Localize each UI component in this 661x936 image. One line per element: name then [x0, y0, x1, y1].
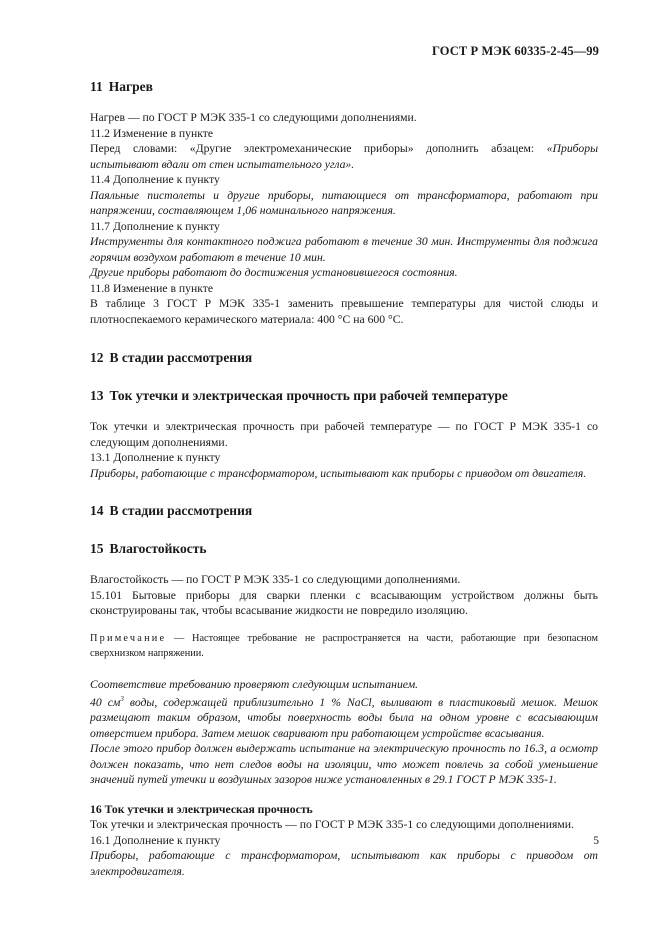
section-number: 14 [90, 503, 104, 518]
section-11-title [90, 78, 598, 96]
document-body [90, 78, 598, 879]
section-number: 11 [90, 79, 103, 94]
section-title-text: В стадии рассмотрения [109, 503, 253, 518]
section-title-text: Влагостойкость [109, 541, 207, 556]
compliance-test-procedure [90, 692, 598, 741]
clause-11-2-text-italic: «Приборы испытывают вдали от стен испытательного угла». [90, 142, 598, 171]
clause-11-7-text-1: Инструменты для контактного поджига работают в течение 30 мин. Инструменты для поджига горячим воздухом работают в течение 10 мин. [90, 235, 598, 264]
section-15-title [90, 540, 598, 558]
note-label: Примечание [90, 632, 167, 644]
clause-13-1-text: Приборы, работающие с трансформатором, испытывают как приборы с приводом от двигателя. [90, 466, 587, 480]
compliance-test-result: После этого прибор должен выдержать испытание на электрическую прочность по 16.3, а осмотр должен показать, что нет следов воды на изоляции, что может повлечь за собой уменьшение значений путей утечки и воздушных зазоров ниже установленных в 29.1 ГОСТ Р МЭК 335-1. [90, 742, 598, 787]
page-number: 5 [593, 835, 599, 847]
clause-11-2-text-plain: Перед словами: «Другие электромеханические приборы» дополнить абзацем: [90, 142, 547, 155]
note [90, 631, 598, 661]
section-16-intro: Ток утечки и электрическая прочность — по ГОСТ Р МЭК 335-1 со следующими дополнениями. [90, 818, 574, 832]
clause-11-4-head: 11.4 Дополнение к пункту [90, 173, 220, 186]
clause-16-1-head: 16.1 Дополнение к пункту [90, 833, 221, 847]
clause-11-2-text [90, 141, 598, 172]
document-header: ГОСТ Р МЭК 60335-2-45—99 [432, 44, 599, 58]
section-12-title [90, 349, 598, 367]
section-16-title: 16 Ток утечки и электрическая прочность [90, 802, 313, 816]
section-number: 13 [90, 388, 104, 403]
section-13-title [90, 387, 598, 405]
section-number: 12 [90, 350, 104, 365]
note-text: — Настоящее требование не распространяется на части, работающие при безопасном сверхнизком напряжении. [90, 632, 598, 659]
clause-11-2-head: 11.2 Изменение в пункте [90, 126, 214, 140]
clause-11-4-text: Паяльные пистолеты и другие приборы, питающиеся от трансформатора, работают при напряжении, составляющем 1,06 номинального напряжения. [90, 188, 598, 217]
clause-15-101: 15.101 Бытовые приборы для сварки пленки с всасывающим устройством должны быть сконструированы так, чтобы всасывание жидкости не повредило изоляцию. [90, 588, 598, 617]
section-14-title [90, 502, 598, 520]
section-title-text: Нагрев [108, 79, 153, 94]
section-title-text: В стадии рассмотрения [109, 350, 253, 365]
clause-11-8-text: В таблице 3 ГОСТ Р МЭК 335-1 заменить превышение температуры для чистой слюды и плотноспекаемого керамического материала: 400 °С на 600 °С. [90, 297, 598, 326]
section-title-text: Ток утечки и электрическая прочность при рабочей температуре [109, 388, 508, 403]
test-procedure-text: воды, содержащей приблизительно 1 % NaCl, выливают в пластиковый мешок. Мешок размещают таким образом, чтобы поверхность воды была на одном уровне с всасывающим отверстием прибора. Затем мешок сваривают при работающем устройстве всасывания. [90, 695, 598, 740]
clause-11-8-head: 11.8 Изменение в пункте [90, 281, 214, 295]
cubic-superscript: 3 [120, 695, 124, 703]
section-number: 15 [90, 541, 104, 556]
section-11-intro: Нагрев — по ГОСТ Р МЭК 335-1 со следующими дополнениями. [90, 111, 417, 124]
clause-13-1-head: 13.1 Дополнение к пункту [90, 451, 221, 464]
clause-16-1-text: Приборы, работающие с трансформатором, испытывают как приборы с приводом от электродвигателя. [90, 849, 598, 878]
compliance-check-intro: Соответствие требованию проверяют следующим испытанием. [90, 677, 419, 691]
section-13-intro: Ток утечки и электрическая прочность при рабочей температуре — по ГОСТ Р МЭК 335-1 со следующим дополнениями. [90, 420, 598, 449]
clause-11-7-text-2: Другие приборы работают до достижения установившегося состояния. [90, 266, 458, 279]
section-15-intro: Влагостойкость — по ГОСТ Р МЭК 335-1 со следующими дополнениями. [90, 573, 461, 586]
test-amount: 40 см [90, 695, 121, 709]
clause-11-7-head: 11.7 Дополнение к пункту [90, 219, 220, 233]
